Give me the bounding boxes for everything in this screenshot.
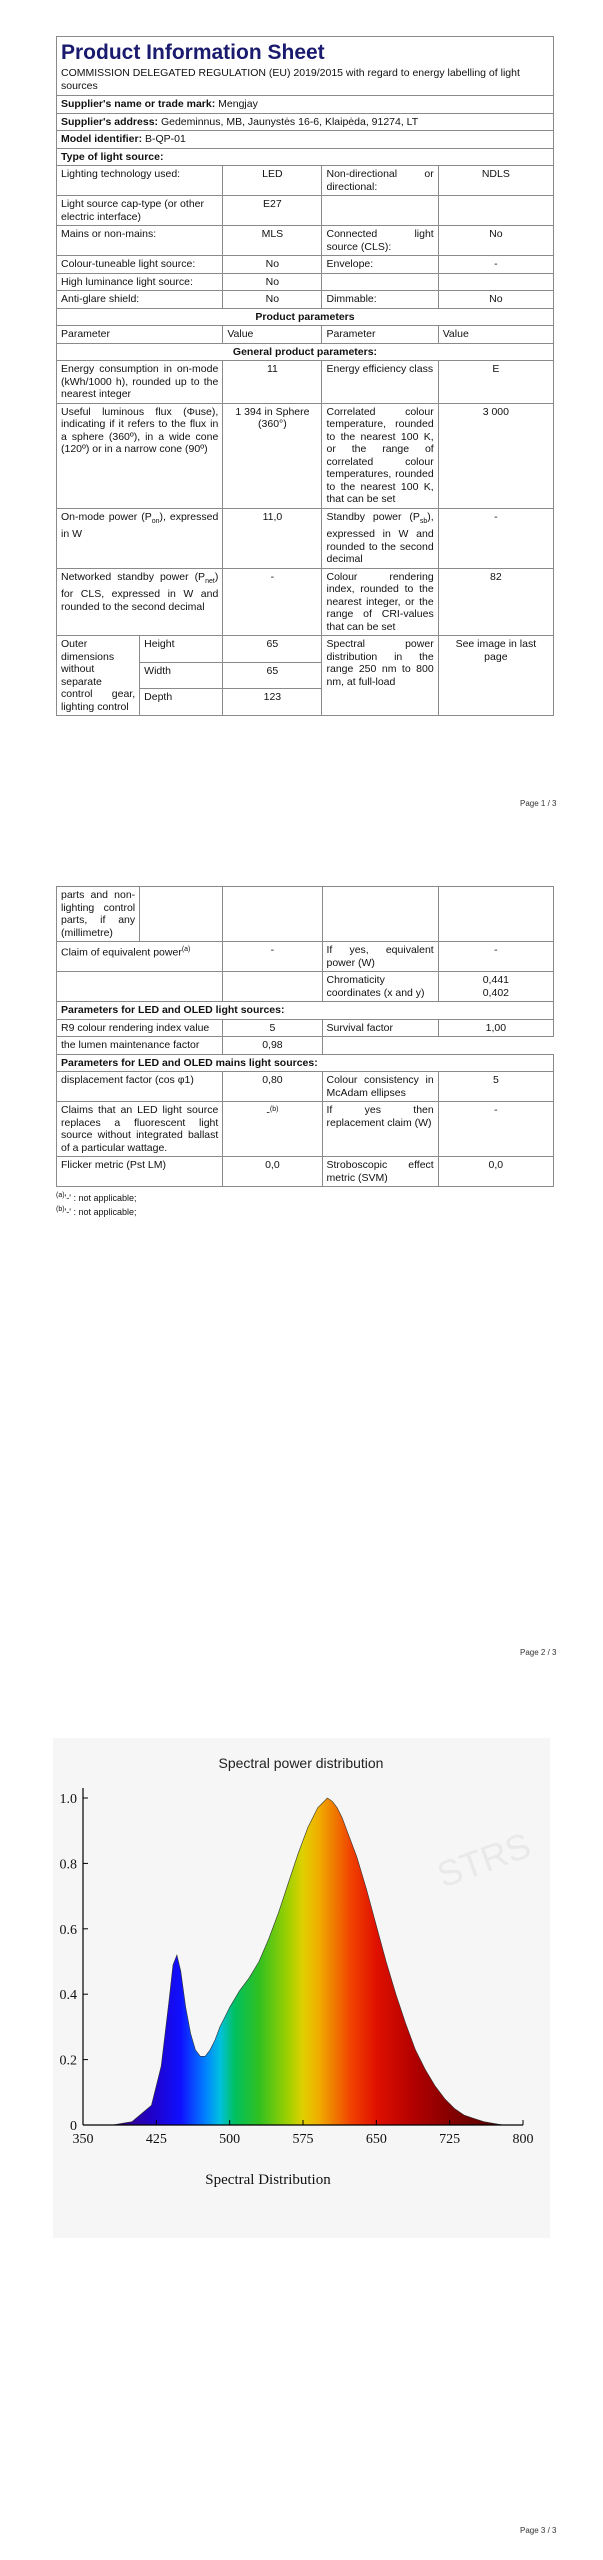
supplier-address-label: Supplier's address: [61,115,159,128]
supplier-name-row [57,96,554,114]
type-heading: Type of light source: [57,148,554,166]
flux-label: Useful luminous flux (Φuse), indicating if it refers to the flux in a sphere (360º), in a wide cone (120º) or in a narrow cone (90º) [57,403,223,508]
lumen-label: the lumen maintenance factor [57,1037,223,1055]
energy-label: Energy consumption in on-mode (kWh/1000 h), rounded up to the nearest integer [57,361,223,404]
cap-value: E27 [223,196,322,226]
empty-cell [438,273,553,291]
x-tick-label: 500 [219,2132,241,2147]
onpower-value: 11,0 [223,508,322,568]
spd-value: See image in last page [438,636,553,716]
tech-value: LED [223,166,322,196]
height-label: Height [140,636,223,663]
disp-label: displacement factor (cos φ1) [57,1072,223,1102]
supplier-address-row [57,113,554,131]
watermark-text: STRS [431,1824,536,1896]
led-heading: Parameters for LED and OLED light sources: [57,1002,554,1020]
supplier-name: Mengjay [218,98,258,110]
antiglare-label: Anti-glare shield: [57,291,223,309]
x-tick-label: 425 [145,2132,167,2147]
dimmable-value: No [438,291,553,309]
spectral-power-chart [53,1738,550,2238]
col-param: Parameter [322,326,438,344]
equiv-power-label: If yes, equivalent power (W) [322,942,438,972]
chroma-label: Chromaticity coordinates (x and y) [322,972,438,1002]
y-tick-label: 0 [70,2119,77,2134]
disp-value: 0,80 [223,1072,322,1102]
spd-label: Spectral power distribution in the range 250 nm to 800 nm, at full-load [322,636,438,716]
x-axis-label: Spectral Distribution [205,2172,331,2188]
empty-cell [140,887,223,942]
r9-label: R9 colour rendering index value [57,1019,223,1037]
empty-cell [223,887,322,942]
supplier-address: Gedeminnus, MB, Jaunystės 16-6, Klaipėda, 91274, LT [160,115,419,128]
info-table [56,95,554,716]
dimmable-label: Dimmable: [322,291,438,309]
cls-label: Connected light source (CLS): [322,226,438,256]
energy-value: 11 [223,361,322,404]
cri-value: 82 [438,568,553,636]
sheet-title: Product Information Sheet [61,41,325,64]
equiv-label: Claim of equivalent power$^{(a)}$ [57,942,223,972]
consist-value: 5 [438,1072,553,1102]
page-2 [0,886,603,1657]
page-number: Page 2 / 3 [520,1648,557,1657]
empty-cell [322,887,438,942]
supplier-name-label: Supplier's name or trade mark: [61,98,216,110]
dims-label-part2: parts and non-lighting control parts, if any (millimetre) [57,887,140,942]
mains-heading: Parameters for LED and OLED mains light sources: [57,1054,554,1072]
width-label: Width [140,662,223,689]
efficiency-value: E [438,361,553,404]
model-row [57,131,554,149]
high-lum-value: No [223,273,322,291]
standby-value: - [438,508,553,568]
col-param: Parameter [57,326,223,344]
chart-panel [53,1738,550,2238]
depth-value: 123 [223,689,322,716]
x-tick-label: 575 [292,2132,314,2147]
mains-label: Mains or non-mains: [57,226,223,256]
info-table-continued [56,886,554,1187]
equiv-power-value: - [438,942,553,972]
footnote-b: $^{(b)}$'-' : not applicable; [56,1206,137,1217]
netstandby-value: - [223,568,322,636]
y-tick-label: 0.2 [59,2053,77,2069]
tech-label: Lighting technology used: [57,166,223,196]
page-1 [0,36,603,808]
chroma-value: 0,441 0,402 [438,972,553,1002]
depth-label: Depth [140,689,223,716]
y-tick-label: 0.4 [59,1988,77,2004]
empty-cell [322,1037,438,1055]
col-value: Value [223,326,322,344]
replace-label: If yes then replacement claim (W) [322,1102,438,1157]
envelope-value: - [438,256,553,274]
width-value: 65 [223,662,322,689]
directional-label: Non-directional or directional: [322,166,438,196]
col-value: Value [438,326,553,344]
cls-value: No [438,226,553,256]
y-tick-label: 0.6 [59,1922,77,1938]
empty-cell [438,887,553,942]
empty-cell [438,1037,553,1055]
colour-tune-label: Colour-tuneable light source: [57,256,223,274]
model-identifier: B-QP-01 [145,133,186,145]
empty-cell [322,273,438,291]
x-tick-label: 650 [365,2132,387,2147]
x-tick-label: 350 [72,2132,94,2147]
product-params-heading: Product parameters [57,308,554,326]
high-lum-label: High luminance light source: [57,273,223,291]
height-value: 65 [223,636,322,663]
model-label: Model identifier: [61,133,143,145]
general-params-heading: General product parameters: [57,343,554,361]
directional-value: NDLS [438,166,553,196]
chart-title: Spectral power distribution [218,1755,384,1771]
replace-value: - [438,1102,553,1157]
claim-value: -$^{(b)}$ [223,1102,322,1157]
cct-label: Correlated colour temperature, rounded to the nearest 100 K, or the range of correlated colour temperatures, rounded to the nearest 100 K, that can be set [322,403,438,508]
lumen-value: 0,98 [223,1037,322,1055]
claim-label: Claims that an LED light source replaces a fluorescent light source without integrated ballast of a particular wattage. [57,1102,223,1157]
standby-label: Standby power $(P_{sb})$, expressed in W and rounded to the second decimal [322,508,438,568]
netstandby-label: Networked standby power $(P_{net})$ for CLS, expressed in W and rounded to the second decimal [57,568,223,636]
page-number: Page 3 / 3 [520,2526,557,2535]
strobo-value: 0,0 [438,1157,553,1187]
flicker-value: 0,0 [223,1157,322,1187]
y-tick-label: 1.0 [59,1792,77,1807]
plot-area [53,1738,550,2238]
flicker-label: Flicker metric (Pst LM) [57,1157,223,1187]
equiv-value: - [223,942,322,972]
cct-value: 3 000 [438,403,553,508]
y-tick-label: 0.8 [59,1857,77,1873]
survival-value: 1,00 [438,1019,553,1037]
survival-label: Survival factor [322,1019,438,1037]
x-tick-label: 800 [512,2132,534,2147]
mains-value: MLS [223,226,322,256]
envelope-label: Envelope: [322,256,438,274]
empty-cell [322,196,438,226]
footnote-a: $^{(a)}$'-' : not applicable; [56,1192,137,1203]
empty-cell [438,196,553,226]
spectrum-fill [53,1738,550,2238]
r9-value: 5 [223,1019,322,1037]
regulation-text: COMMISSION DELEGATED REGULATION (EU) 2019/2015 with regard to energy labelling of light sources [61,67,520,92]
dims-label-part1: Outer dimensions without separate control gear, lighting control [57,636,140,716]
efficiency-label: Energy efficiency class [322,361,438,404]
y-ticks [60,1792,89,2134]
empty-cell [223,972,322,1002]
cri-label: Colour rendering index, rounded to the nearest integer, or the range of CRI-values that can be set [322,568,438,636]
onpower-label: On-mode power $(P_{on})$, expressed in W [57,508,223,568]
cap-label: Light source cap-type (or other electric interface) [57,196,223,226]
antiglare-value: No [223,291,322,309]
x-tick-label: 725 [439,2132,461,2147]
strobo-label: Stroboscopic effect metric (SVM) [322,1157,438,1187]
colour-tune-value: No [223,256,322,274]
page-number: Page 1 / 3 [520,799,557,808]
consist-label: Colour consistency in McAdam ellipses [322,1072,438,1102]
sheet-frame [56,36,554,95]
empty-cell [57,972,223,1002]
flux-value: 1 394 in Sphere (360°) [223,403,322,508]
